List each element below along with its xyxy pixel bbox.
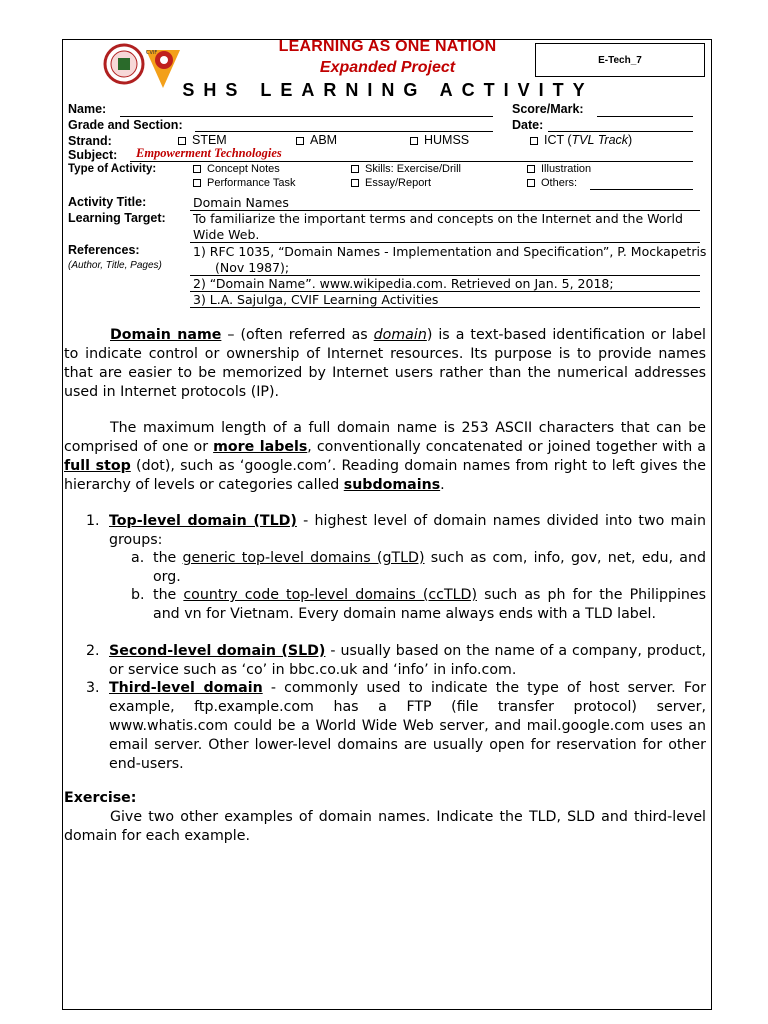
checkbox-icon bbox=[193, 179, 201, 187]
school-seal-icon bbox=[105, 45, 143, 83]
reference-line-3 bbox=[190, 307, 700, 308]
list-item-sld: Second-level domain (SLD) - usually based on the name of a company, product, or service such as ‘co’ in bbc.co.uk and ‘info’ in info.com. bbox=[109, 643, 706, 678]
checkbox-icon bbox=[193, 165, 201, 173]
reference-2: 2) “Domain Name”. www.wikipedia.com. Retrieved on Jan. 5, 2018; bbox=[193, 276, 614, 291]
checkbox-icon bbox=[351, 179, 359, 187]
exercise-text: Give two other examples of domain names. Indicate the TLD, SLD and third-level domain for each example. bbox=[64, 809, 706, 844]
learning-target-line bbox=[190, 242, 700, 243]
list-item-third-level: Third-level domain - commonly used to indicate the type of host server. For example, ftp.example.com has a FTP (file transfer protocol) server, www.whatis.com could be a World Wide Web server, and mail.google.com uses an email server. Other lower-level domains are usually open for reservation for other end-users. bbox=[109, 680, 706, 772]
checkbox-icon bbox=[351, 165, 359, 173]
strand-option-ict[interactable]: ICT (TVL Track) bbox=[530, 133, 632, 147]
strand-option-humss[interactable]: HUMSS bbox=[410, 133, 469, 147]
score-field[interactable] bbox=[597, 116, 693, 117]
list-letter-b: b. bbox=[131, 587, 145, 603]
references-label: References: bbox=[68, 243, 140, 257]
checkbox-icon bbox=[178, 137, 186, 145]
reference-3: 3) L.A. Sajulga, CVIF Learning Activities bbox=[193, 292, 439, 307]
type-option-essay[interactable]: Essay/Report bbox=[351, 177, 431, 189]
subject-label: Subject: bbox=[68, 148, 118, 162]
checkbox-icon bbox=[527, 179, 535, 187]
list-letter-a: a. bbox=[131, 550, 145, 566]
svg-text:CVIF: CVIF bbox=[146, 50, 158, 56]
grade-label: Grade and Section: bbox=[68, 118, 183, 132]
type-label: Type of Activity: bbox=[68, 163, 157, 175]
checkbox-icon bbox=[410, 137, 418, 145]
name-field[interactable] bbox=[120, 116, 493, 117]
list-item-tld: Top-level domain (TLD) - highest level of domain names divided into two main groups: bbox=[109, 513, 706, 548]
type-option-performance-task[interactable]: Performance Task bbox=[193, 177, 295, 189]
list-item-gtld: the generic top-level domains (gTLD) such as com, info, gov, net, edu, and org. bbox=[153, 550, 706, 585]
score-label: Score/Mark: bbox=[512, 102, 584, 116]
exercise-title: Exercise: bbox=[64, 790, 137, 806]
activity-code: E-Tech_7 bbox=[535, 43, 705, 77]
strand-label: Strand: bbox=[68, 134, 112, 148]
checkbox-icon bbox=[296, 137, 304, 145]
references-note: (Author, Title, Pages) bbox=[68, 260, 162, 271]
name-label: Name: bbox=[68, 102, 107, 116]
reference-1: 1) RFC 1035, “Domain Names - Implementation and Specification”, P. Mockapetris (Nov 1987); bbox=[193, 244, 707, 275]
date-field[interactable] bbox=[548, 131, 693, 132]
main-title: SHS LEARNING ACTIVITY bbox=[182, 80, 594, 100]
others-field[interactable] bbox=[590, 189, 693, 190]
checkbox-icon bbox=[527, 165, 535, 173]
subject-line bbox=[130, 161, 693, 162]
grade-field[interactable] bbox=[195, 131, 493, 132]
header-title: LEARNING AS ONE NATION bbox=[278, 38, 497, 55]
type-option-illustration[interactable]: Illustration bbox=[527, 163, 591, 175]
header-subtitle: Expanded Project bbox=[319, 59, 456, 76]
subject-value: Empowerment Technologies bbox=[136, 146, 282, 160]
checkbox-icon bbox=[530, 137, 538, 145]
definition-paragraph: Domain name – (often referred as domain) is a text-based identification or label to indicate control or ownership of Internet resources. Its purpose is to provide names that are easier to be memorized by Internet users rather than the numerical addresses used in Internet protocols (IP). bbox=[64, 327, 706, 400]
date-label: Date: bbox=[512, 118, 544, 132]
list-number-2: 2. bbox=[86, 643, 100, 659]
list-number-3: 3. bbox=[86, 680, 100, 696]
strand-option-abm[interactable]: ABM bbox=[296, 133, 337, 147]
list-item-cctld: the country code top-level domains (ccTLD) such as ph for the Philippines and vn for Vietnam. Every domain name always ends with a TLD label. bbox=[153, 587, 707, 622]
learning-target-label: Learning Target: bbox=[68, 211, 166, 225]
type-option-others[interactable]: Others: bbox=[527, 177, 577, 189]
strand-option-stem[interactable]: STEM bbox=[178, 133, 227, 147]
length-paragraph: The maximum length of a full domain name is 253 ASCII characters that can be comprised of one or more labels, conventionally concatenated or joined together with a full stop (dot), such as ‘google.com’. Reading domain names from right to left gives the hierarchy of levels or categories called subdomains. bbox=[64, 420, 707, 493]
learning-target-value: To familiarize the important terms and concepts on the Internet and the World Wide Web. bbox=[193, 211, 683, 242]
activity-title-value: Domain Names bbox=[193, 195, 289, 210]
activity-title-label: Activity Title: bbox=[68, 195, 147, 209]
type-option-concept-notes[interactable]: Concept Notes bbox=[193, 163, 280, 175]
type-option-skills[interactable]: Skills: Exercise/Drill bbox=[351, 163, 461, 175]
list-number-1: 1. bbox=[86, 513, 100, 529]
